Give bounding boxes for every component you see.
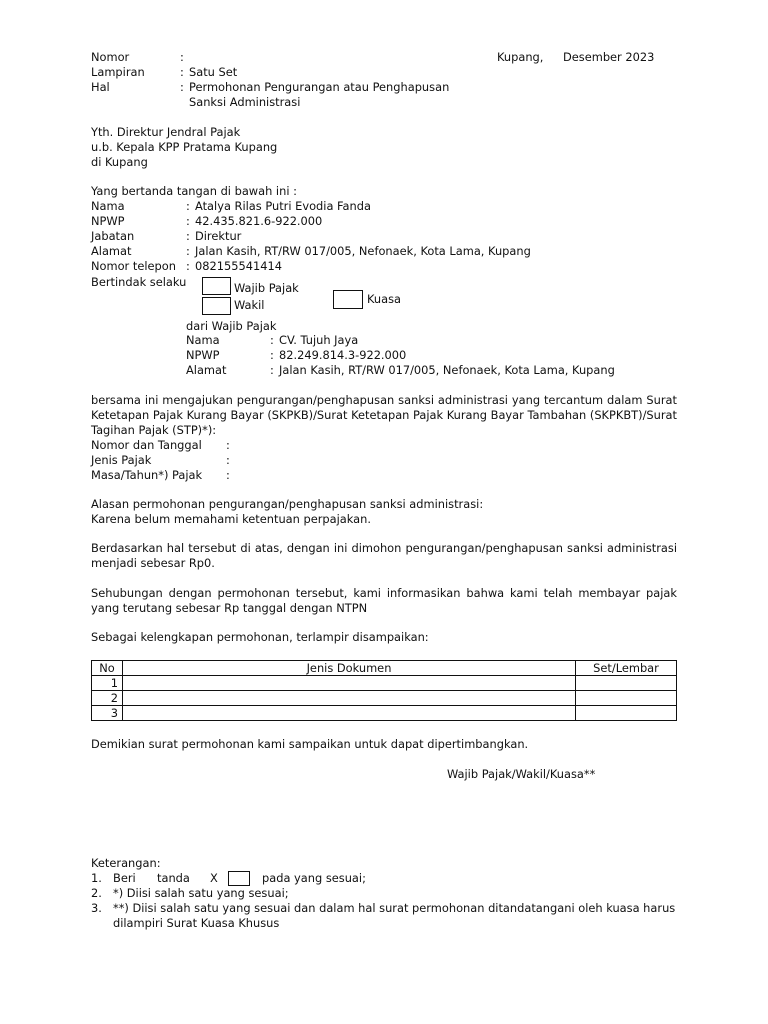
alasan-text: Karena belum memahami ketentuan perpajakan.	[91, 512, 371, 526]
note3-text: **) Diisi salah satu yang sesuai dan dalam hal surat permohonan ditandatangani oleh kuasa harus dilampiri Surat Kuasa Khusus	[113, 901, 676, 930]
table-row	[92, 676, 677, 691]
nomor-label: Nomor	[91, 50, 130, 64]
table-row	[92, 706, 677, 721]
checkbox-wajib-pajak[interactable]	[202, 277, 231, 295]
row-set[interactable]	[576, 691, 677, 706]
closing-text: Demikian surat permohonan kami sampaikan untuk dapat dipertimbangkan.	[91, 737, 529, 751]
stp-jenis-label: Jenis Pajak	[91, 453, 152, 467]
note1-mark: X	[210, 871, 218, 885]
signer-alamat-label: Alamat	[91, 244, 132, 258]
taxpayer-nama: CV. Tujuh Jaya	[279, 333, 359, 347]
taxpayer-alamat: Jalan Kasih, RT/RW 017/005, Nefonaek, Kota Lama, Kupang	[279, 363, 615, 377]
column-header-set-lembar: Set/Lembar	[576, 661, 677, 676]
note-number: 2.	[91, 886, 102, 900]
colon: :	[226, 468, 230, 482]
colon: :	[180, 50, 184, 64]
note1-word: tanda	[157, 871, 190, 885]
colon: :	[186, 259, 190, 273]
note1-text: pada yang sesuai;	[262, 871, 366, 885]
colon: :	[226, 438, 230, 452]
column-header-jenis-dokumen: Jenis Dokumen	[123, 661, 576, 676]
table-header-row	[92, 661, 677, 676]
colon: :	[186, 214, 190, 228]
table-row	[92, 691, 677, 706]
signer-alamat: Jalan Kasih, RT/RW 017/005, Nefonaek, Kota Lama, Kupang	[195, 244, 531, 258]
colon: :	[180, 80, 184, 94]
taxpayer-alamat-label: Alamat	[186, 363, 227, 377]
colon: :	[186, 229, 190, 243]
taxpayer-npwp-label: NPWP	[186, 348, 220, 362]
row-document[interactable]	[123, 676, 576, 691]
lampiran-value: Satu Set	[189, 65, 238, 79]
taxpayer-intro: dari Wajib Pajak	[186, 319, 277, 333]
signer-telepon-label: Nomor telepon	[91, 259, 176, 273]
note2-text: *) Diisi salah satu yang sesuai;	[113, 886, 289, 900]
recipient-line2: u.b. Kepala KPP Pratama Kupang	[91, 140, 278, 154]
taxpayer-npwp: 82.249.814.3-922.000	[279, 348, 407, 362]
colon: :	[270, 348, 274, 362]
checkbox-kuasa[interactable]	[333, 290, 363, 309]
colon: :	[186, 244, 190, 258]
recipient-line3: di Kupang	[91, 155, 148, 169]
signer-nama-label: Nama	[91, 199, 125, 213]
colon: :	[270, 333, 274, 347]
signer-jabatan-label: Jabatan	[91, 229, 135, 243]
letter-date: Desember 2023	[563, 50, 655, 64]
acting-as-label: Bertindak selaku	[91, 275, 187, 289]
row-number: 1	[92, 676, 123, 691]
lampiran-label: Lampiran	[91, 65, 145, 79]
taxpayer-nama-label: Nama	[186, 333, 220, 347]
row-number: 3	[92, 706, 123, 721]
column-header-no: No	[92, 661, 123, 676]
row-document[interactable]	[123, 706, 576, 721]
letter-city: Kupang,	[497, 50, 544, 64]
colon: :	[186, 199, 190, 213]
hal-value-line2: Sanksi Administrasi	[189, 95, 301, 109]
signer-npwp-label: NPWP	[91, 214, 125, 228]
document-table	[91, 660, 677, 721]
checkbox-wakil-label: Wakil	[234, 298, 265, 312]
note1-word: Beri	[113, 871, 136, 885]
berdasarkan-paragraph: Berdasarkan hal tersebut di atas, dengan ini dimohon pengurangan/penghapusan sanksi administrasi menjadi sebesar Rp0.	[91, 541, 677, 570]
checkbox-kuasa-label: Kuasa	[367, 292, 402, 306]
signer-intro: Yang bertanda tangan di bawah ini :	[91, 184, 297, 198]
hal-label: Hal	[91, 80, 110, 94]
stp-nomor-label: Nomor dan Tanggal	[91, 438, 202, 452]
colon: :	[270, 363, 274, 377]
colon: :	[226, 453, 230, 467]
sehubungan-paragraph: Sehubungan dengan permohonan tersebut, kami informasikan bahwa kami telah membayar pajak yang terutang sebesar Rp tanggal dengan NTPN	[91, 586, 677, 615]
signer-nama: Atalya Rilas Putri Evodia Fanda	[195, 199, 371, 213]
alasan-label: Alasan permohonan pengurangan/penghapusan sanksi administrasi:	[91, 497, 484, 511]
note-number: 3.	[91, 901, 102, 915]
hal-value-line1: Permohonan Pengurangan atau Penghapusan	[189, 80, 450, 94]
colon: :	[180, 65, 184, 79]
stp-masa-label: Masa/Tahun*) Pajak	[91, 468, 203, 482]
signer-jabatan: Direktur	[195, 229, 242, 243]
row-set[interactable]	[576, 676, 677, 691]
signer-telepon: 082155541414	[195, 259, 282, 273]
kelengkapan-text: Sebagai kelengkapan permohonan, terlampir disampaikan:	[91, 630, 429, 644]
note-checkbox-icon	[228, 871, 250, 886]
recipient-line1: Yth. Direktur Jendral Pajak	[91, 125, 241, 139]
signature-line: Wajib Pajak/Wakil/Kuasa**	[447, 767, 596, 781]
row-set[interactable]	[576, 706, 677, 721]
note-number: 1.	[91, 871, 102, 885]
signer-npwp: 42.435.821.6-922.000	[195, 214, 323, 228]
request-paragraph: bersama ini mengajukan pengurangan/penghapusan sanksi administrasi yang tercantum dalam Surat Ketetapan Pajak Kurang Bayar (SKPKB)/Surat Ketetapan Pajak Kurang Bayar Tambahan (SKPKBT)/Surat Tagihan Pajak (STP)*):	[91, 393, 677, 437]
notes-title: Keterangan:	[91, 856, 161, 870]
row-document[interactable]	[123, 691, 576, 706]
row-number: 2	[92, 691, 123, 706]
checkbox-wajib-pajak-label: Wajib Pajak	[234, 281, 299, 295]
checkbox-wakil[interactable]	[202, 297, 231, 315]
